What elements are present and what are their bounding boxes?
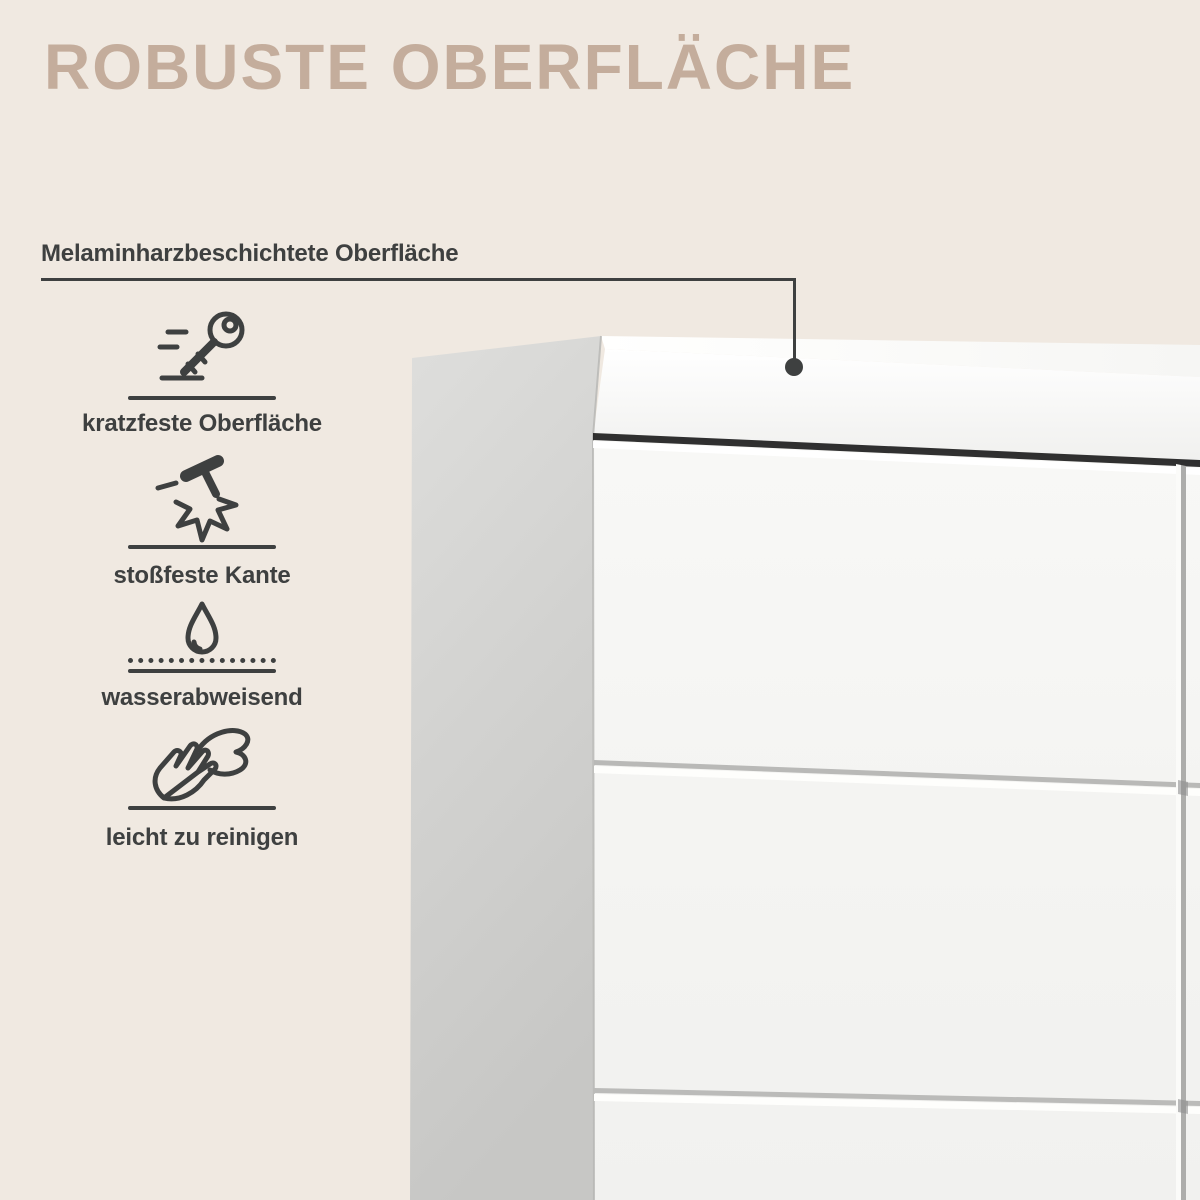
hand-wipe-icon xyxy=(142,722,256,802)
divider-line-3 xyxy=(128,669,276,673)
feature-label-clean: leicht zu reinigen xyxy=(105,824,299,851)
hammer-impact-icon xyxy=(152,452,250,544)
key-scratch-icon xyxy=(150,310,254,388)
feature-label-impact: stoßfeste Kante xyxy=(113,562,291,589)
drawer-column-gap-highlight xyxy=(1176,464,1181,1200)
divider-line-2 xyxy=(128,545,276,549)
divider-line-1 xyxy=(128,396,276,400)
cabinet-side-panel xyxy=(410,336,601,1200)
feature-label-scratch: kratzfeste Oberfläche xyxy=(82,410,322,437)
drawer-column-gap xyxy=(1181,465,1186,1200)
water-surface-dotted-line xyxy=(128,658,276,663)
callout-line-vertical xyxy=(793,278,796,362)
callout-label: Melaminharzbeschichtete Oberfläche xyxy=(41,240,459,267)
gap-junction-2 xyxy=(1178,1099,1188,1114)
feature-label-water: wasserabweisend xyxy=(101,684,303,711)
water-drop-icon xyxy=(180,600,224,658)
gap-junction-1 xyxy=(1178,780,1188,796)
callout-dot xyxy=(785,358,803,376)
cabinet-drawer-fronts xyxy=(593,437,1200,1200)
page-title: ROBUSTE OBERFLÄCHE xyxy=(44,31,856,103)
callout-line-horizontal xyxy=(41,278,796,281)
divider-line-4 xyxy=(128,806,276,810)
